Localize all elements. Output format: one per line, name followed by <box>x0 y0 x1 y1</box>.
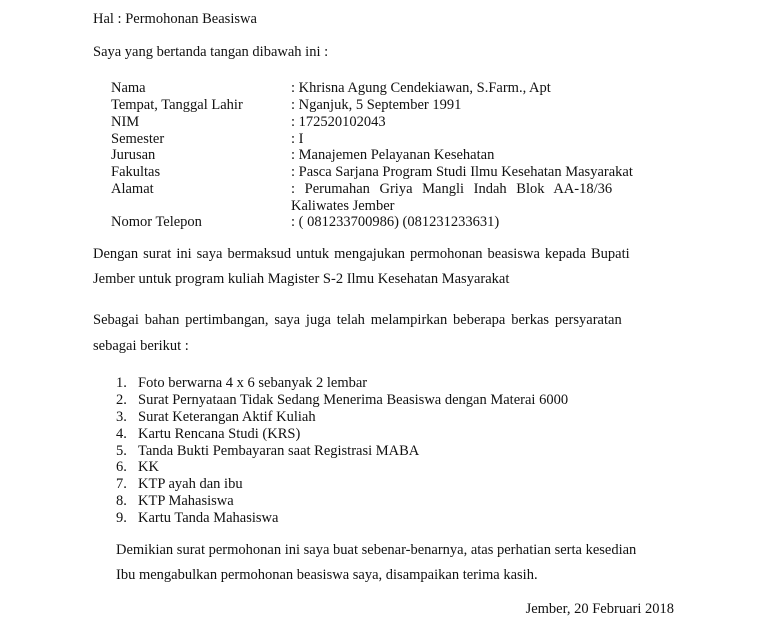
field-value: : I <box>291 131 304 147</box>
list-item: 5. Tanda Bukti Pembayaran saat Registrasi MABA <box>116 443 420 459</box>
field-row-fakultas <box>111 164 674 181</box>
list-item: 3. Surat Keterangan Aktif Kuliah <box>116 409 316 425</box>
field-label: Nama <box>111 80 146 96</box>
field-label: Jurusan <box>111 147 156 163</box>
field-value: : Khrisna Agung Cendekiawan, S.Farm., Apt <box>291 80 551 96</box>
closing-paragraph-line2: Ibu mengabulkan permohonan beasiswa saya, disampaikan terima kasih. <box>116 567 538 583</box>
list-item: 6. KK <box>116 459 159 475</box>
field-value: : 172520102043 <box>291 114 386 130</box>
list-item: 2. Surat Pernyataan Tidak Sedang Menerima Beasiswa dengan Materai 6000 <box>116 392 569 408</box>
letter-intro: Saya yang bertanda tangan dibawah ini : <box>93 44 329 60</box>
list-item: 4. Kartu Rencana Studi (KRS) <box>116 426 301 442</box>
field-value: : Manajemen Pelayanan Kesehatan <box>291 147 495 163</box>
field-label: Alamat <box>111 181 154 197</box>
place-date: Jember, 20 Februari 2018 <box>525 601 674 617</box>
field-row-alamat <box>111 181 674 215</box>
field-row-telepon <box>111 214 674 231</box>
list-item: 7. KTP ayah dan ibu <box>116 476 243 492</box>
field-row-nim <box>111 114 674 131</box>
field-row-semester <box>111 131 674 148</box>
field-value: : Nganjuk, 5 September 1991 <box>291 97 462 113</box>
paragraph-attachments: Sebagai bahan pertimbangan, saya juga telah melampirkan beberapa berkas persyaratan <box>93 312 622 328</box>
letter-subject: Hal : Permohonan Beasiswa <box>93 11 257 27</box>
field-row-ttl <box>111 97 674 114</box>
list-item: 1. Foto berwarna 4 x 6 sebanyak 2 lembar <box>116 375 368 391</box>
field-row-nama <box>111 80 674 97</box>
field-value: : ( 081233700986) (081231233631) <box>291 214 500 230</box>
field-row-jurusan <box>111 147 674 164</box>
field-value: : Pasca Sarjana Program Studi Ilmu Kesehatan Masyarakat <box>291 164 633 180</box>
field-value-line2: Kaliwates Jember <box>291 198 395 214</box>
field-label: Fakultas <box>111 164 161 180</box>
closing-paragraph: Demikian surat permohonan ini saya buat sebenar-benarnya, atas perhatian serta kesedian <box>116 542 637 558</box>
field-label: NIM <box>111 114 140 130</box>
field-label: Semester <box>111 131 165 147</box>
paragraph-purpose: Dengan surat ini saya bermaksud untuk mengajukan permohonan beasiswa kepada Bupati <box>93 246 630 262</box>
field-label: Nomor Telepon <box>111 214 202 230</box>
list-item: 8. KTP Mahasiswa <box>116 493 234 509</box>
paragraph-purpose-line2: Jember untuk program kuliah Magister S-2 Ilmu Kesehatan Masyarakat <box>93 271 510 287</box>
field-value: : Perumahan Griya Mangli Indah Blok AA-18/36 <box>291 181 613 197</box>
paragraph-attachments-line2: sebagai berikut : <box>93 338 189 354</box>
list-item: 9. Kartu Tanda Mahasiswa <box>116 510 279 526</box>
field-label: Tempat, Tanggal Lahir <box>111 97 243 113</box>
